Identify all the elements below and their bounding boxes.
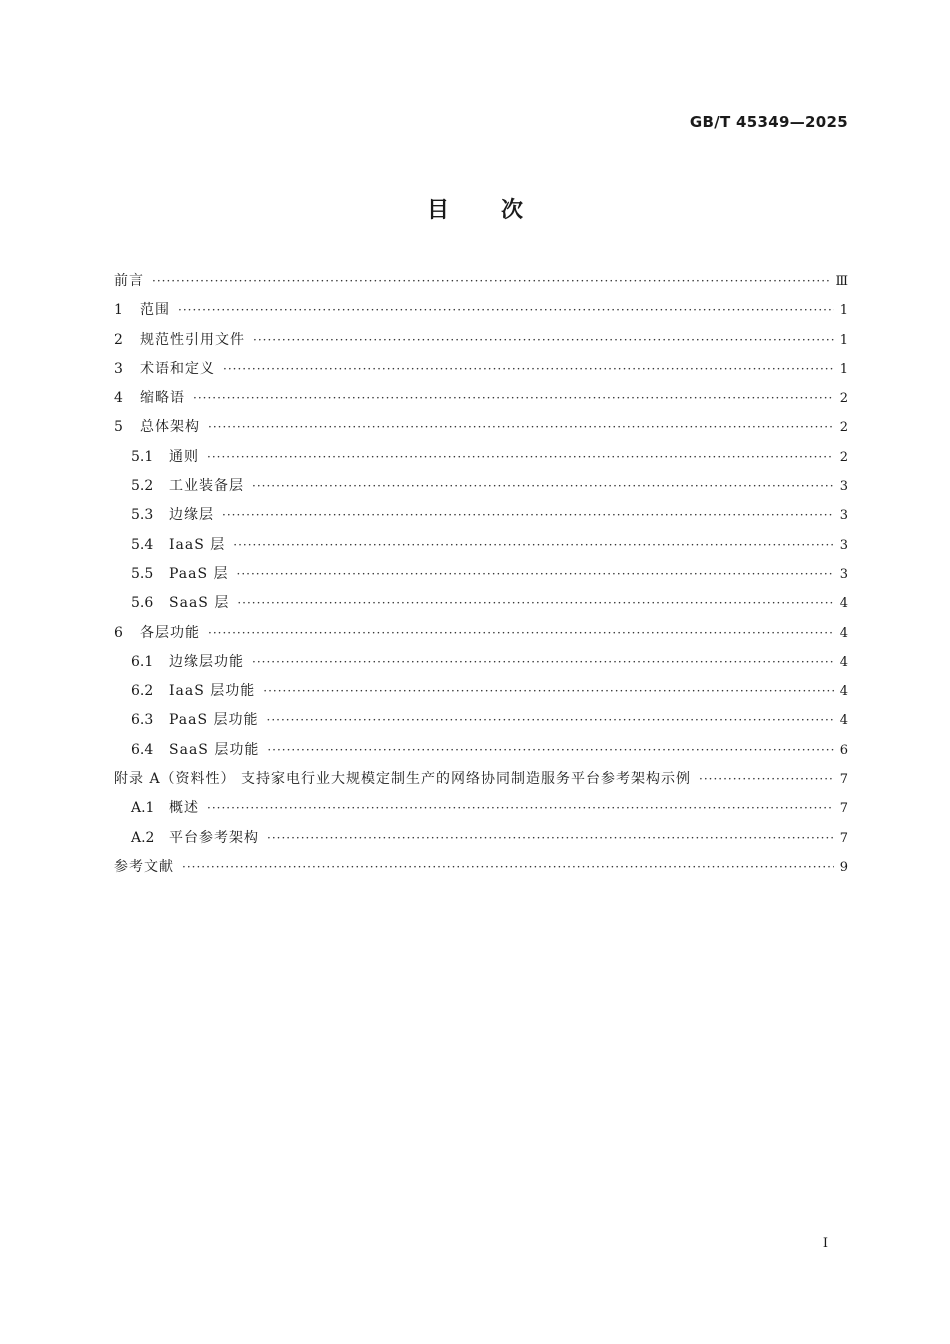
toc-entry[interactable] [114, 299, 848, 328]
toc-leader-dots [267, 831, 834, 845]
toc-entry-page: 3 [839, 566, 848, 582]
toc-entry-number: 5.2 [131, 478, 154, 495]
toc-entry-label: 规范性引用文件 [140, 331, 245, 348]
toc-entry-page: 1 [839, 332, 848, 348]
toc-entry-label: PaaS 层功能 [169, 712, 259, 729]
toc-leader-dots [267, 713, 834, 727]
toc-leader-dots [208, 626, 834, 640]
toc-entry-label: 缩略语 [140, 390, 185, 407]
toc-entry-page: 6 [839, 742, 848, 758]
toc-entry-page: 2 [839, 420, 848, 436]
toc-entry[interactable] [114, 709, 848, 738]
toc-entry[interactable] [114, 651, 848, 680]
toc-entry[interactable] [114, 856, 848, 885]
toc-entry-number: 5.3 [131, 507, 154, 524]
toc-entry-page: 2 [839, 391, 848, 407]
toc-entry-label: 附录 A（资料性） 支持家电行业大规模定制生产的网络协同制造服务平台参考架构示例 [114, 771, 692, 788]
table-of-contents [114, 270, 848, 885]
toc-entry-label: 参考文献 [114, 858, 174, 875]
toc-entry-page: 3 [839, 508, 848, 524]
toc-leader-dots [253, 333, 834, 347]
toc-entry-label: 前言 [114, 273, 144, 289]
toc-entry[interactable] [114, 592, 848, 621]
toc-entry[interactable] [114, 534, 848, 563]
toc-entry-label: 各层功能 [140, 624, 200, 641]
page-number: I [822, 1236, 828, 1251]
toc-entry-page: 7 [839, 801, 848, 817]
toc-leader-dots [222, 508, 834, 522]
toc-entry-label: 工业装备层 [169, 478, 244, 495]
toc-entry-number: 6.4 [131, 741, 154, 758]
toc-leader-dots [252, 479, 834, 493]
toc-entry-label: IaaS 层 [169, 536, 226, 553]
toc-entry[interactable] [114, 416, 848, 445]
toc-leader-dots [699, 772, 834, 786]
toc-entry-page: 9 [839, 859, 848, 875]
toc-entry-label: 边缘层功能 [169, 653, 244, 670]
toc-entry-page: Ⅲ [835, 274, 848, 289]
toc-entry[interactable] [114, 827, 848, 856]
page-title: 目次 [426, 198, 575, 223]
toc-entry[interactable] [114, 622, 848, 651]
toc-leader-dots [207, 450, 834, 464]
toc-entry-label: 总体架构 [140, 419, 200, 436]
toc-entry-number: 3 [114, 360, 123, 377]
document-code: GB/T 45349—2025 [689, 113, 848, 131]
toc-entry[interactable] [114, 739, 848, 768]
toc-entry-number: 6.2 [131, 683, 154, 700]
toc-leader-dots [237, 567, 834, 581]
toc-entry-page: 4 [839, 654, 848, 670]
toc-leader-dots [237, 596, 834, 610]
toc-leader-dots [193, 391, 834, 405]
toc-entry-number: 5.5 [131, 565, 154, 582]
toc-entry[interactable] [114, 768, 848, 797]
toc-entry-page: 2 [839, 449, 848, 465]
toc-entry-number: 5 [114, 419, 123, 436]
toc-leader-dots [152, 274, 831, 288]
toc-entry-page: 4 [839, 684, 848, 700]
toc-entry-label: SaaS 层 [169, 595, 230, 612]
toc-entry-label: SaaS 层功能 [169, 741, 260, 758]
toc-entry-page: 4 [839, 625, 848, 641]
toc-leader-dots [207, 801, 834, 815]
toc-entry[interactable] [114, 475, 848, 504]
toc-entry-number: 1 [114, 302, 123, 319]
toc-entry[interactable] [114, 504, 848, 533]
toc-entry-label: 通则 [169, 448, 199, 465]
toc-leader-dots [233, 538, 834, 552]
toc-entry-label: 术语和定义 [140, 360, 215, 377]
toc-entry-page: 7 [839, 830, 848, 846]
toc-entry[interactable] [114, 387, 848, 416]
toc-leader-dots [252, 655, 834, 669]
toc-entry-label: 范围 [140, 302, 170, 319]
toc-entry-label: 边缘层 [169, 507, 214, 524]
toc-entry-page: 3 [839, 479, 848, 495]
toc-leader-dots [223, 362, 834, 376]
toc-leader-dots [208, 420, 834, 434]
toc-entry-number: 5.6 [131, 595, 154, 612]
toc-entry-number: 6.1 [131, 653, 154, 670]
toc-entry[interactable] [114, 329, 848, 358]
toc-entry-label: 平台参考架构 [169, 829, 259, 846]
toc-entry-page: 4 [839, 713, 848, 729]
toc-entry[interactable] [114, 358, 848, 387]
toc-leader-dots [182, 860, 834, 874]
toc-entry[interactable] [114, 270, 848, 299]
toc-entry[interactable] [114, 563, 848, 592]
toc-entry-number: 5.4 [131, 536, 154, 553]
toc-leader-dots [267, 743, 834, 757]
toc-entry-page: 3 [839, 537, 848, 553]
toc-entry-number: 5.1 [131, 448, 154, 465]
toc-entry-label: 概述 [169, 800, 199, 817]
toc-entry-page: 1 [839, 361, 848, 377]
toc-entry[interactable] [114, 680, 848, 709]
toc-entry-page: 7 [839, 772, 848, 788]
toc-entry-number: 6 [114, 624, 123, 641]
toc-entry-label: PaaS 层 [169, 565, 229, 582]
toc-entry-number: 6.3 [131, 712, 154, 729]
toc-entry-page: 1 [839, 303, 848, 319]
toc-entry-number: 4 [114, 390, 123, 407]
toc-entry-number: A.1 [131, 800, 155, 817]
toc-leader-dots [263, 684, 834, 698]
toc-entry-page: 4 [839, 596, 848, 612]
toc-entry-number: 2 [114, 331, 123, 348]
toc-entry[interactable] [114, 797, 848, 826]
toc-leader-dots [178, 303, 834, 317]
toc-entry[interactable] [114, 446, 848, 475]
toc-entry-number: A.2 [131, 829, 155, 846]
toc-entry-label: IaaS 层功能 [169, 683, 256, 700]
